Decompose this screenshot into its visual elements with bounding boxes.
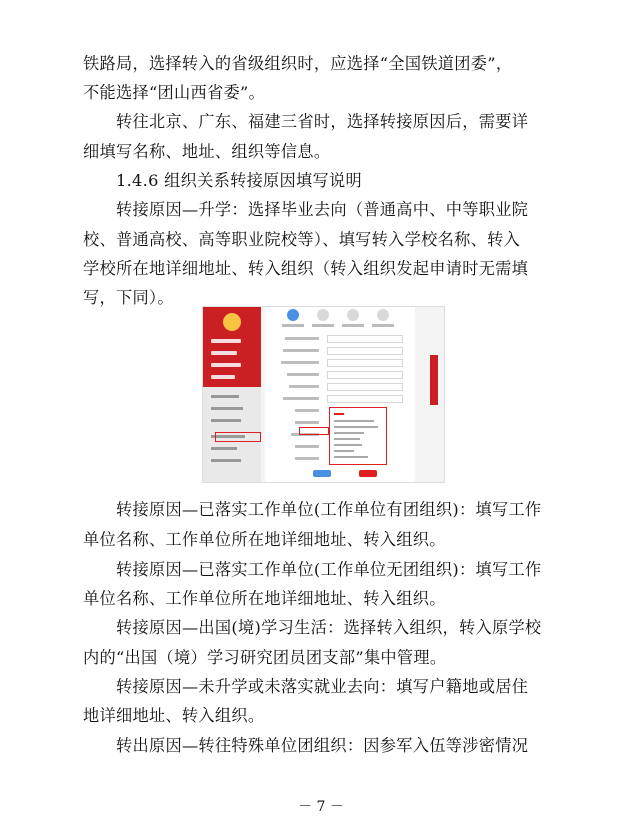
sidebar-nav-item bbox=[211, 351, 237, 355]
text-line: 学校所在地详细地址、转入组织（转入组织发起申请时无需填 bbox=[83, 259, 529, 278]
step-indicator bbox=[317, 309, 329, 321]
form-field bbox=[327, 383, 403, 391]
page-number: － 7 － bbox=[298, 799, 344, 815]
text-line: 细填写名称、地址、组织等信息。 bbox=[83, 142, 331, 161]
text-line: 转接原因—升学：选择毕业去向（普通高中、中等职业院 bbox=[116, 200, 529, 219]
text-line: 铁路局，选择转入的省级组织时，应选择“全国铁道团委”， bbox=[83, 54, 513, 73]
screenshot-button bbox=[313, 470, 331, 477]
text-line: 转接原因—已落实工作单位(工作单位无团组织)：填写工作 bbox=[116, 560, 542, 579]
submenu-item bbox=[211, 407, 243, 410]
form-label bbox=[281, 361, 319, 364]
sidebar-nav-item bbox=[211, 375, 235, 379]
form-label bbox=[285, 337, 319, 340]
screenshot-button bbox=[359, 470, 377, 477]
dropdown-option bbox=[334, 432, 364, 434]
form-field bbox=[327, 395, 403, 403]
step-indicator bbox=[347, 309, 359, 321]
text-line: 地详细地址、转入组织。 bbox=[83, 706, 265, 725]
text-line: 写，下同）。 bbox=[83, 288, 174, 307]
step-label bbox=[372, 324, 394, 327]
form-label bbox=[295, 421, 319, 424]
submenu-item bbox=[211, 447, 237, 450]
highlight-box bbox=[215, 432, 261, 442]
step-indicator bbox=[377, 309, 389, 321]
form-field bbox=[327, 335, 403, 343]
form-label bbox=[283, 397, 319, 400]
text-line: 内的“出国（境）学习研究团员团支部”集中管理。 bbox=[83, 648, 447, 667]
form-label bbox=[283, 349, 319, 352]
screenshot-dropdown bbox=[329, 407, 387, 465]
dropdown-option bbox=[334, 426, 378, 428]
form-label bbox=[295, 445, 319, 448]
embedded-screenshot bbox=[202, 306, 445, 483]
sidebar-nav-item bbox=[211, 363, 241, 367]
dropdown-option bbox=[334, 456, 368, 458]
dropdown-option bbox=[334, 438, 360, 440]
form-label bbox=[295, 409, 319, 412]
step-label bbox=[342, 324, 364, 327]
step-label bbox=[312, 324, 334, 327]
emblem-icon bbox=[223, 313, 241, 331]
form-label bbox=[287, 373, 319, 376]
submenu-item bbox=[211, 395, 239, 398]
submenu-item bbox=[211, 459, 241, 462]
dropdown-option bbox=[334, 420, 374, 422]
dropdown-option bbox=[334, 450, 354, 452]
screenshot-side-tag bbox=[430, 355, 438, 405]
sidebar-nav-item bbox=[211, 339, 241, 343]
text-line: 不能选择“团山西省委”。 bbox=[83, 83, 266, 102]
form-field bbox=[327, 359, 403, 367]
step-indicator bbox=[287, 309, 299, 321]
text-line: 转接原因—出国(境)学习生活：选择转入组织，转入原学校 bbox=[116, 618, 542, 637]
submenu-item bbox=[211, 419, 241, 422]
text-line: 转往北京、广东、福建三省时，选择转接原因后，需要详 bbox=[116, 112, 529, 131]
dropdown-option bbox=[334, 413, 344, 415]
text-line: 转接原因—已落实工作单位(工作单位有团组织)：填写工作 bbox=[116, 500, 542, 519]
dropdown-option bbox=[334, 444, 362, 446]
text-line: 单位名称、工作单位所在地详细地址、转入组织。 bbox=[83, 530, 446, 549]
form-field bbox=[327, 371, 403, 379]
form-label bbox=[289, 385, 319, 388]
text-line: 校、普通高校、高等职业院校等）、填写转入学校名称、转入 bbox=[83, 230, 521, 249]
text-line: 转接原因—未升学或未落实就业去向：填写户籍地或居住 bbox=[116, 677, 529, 696]
highlight-box bbox=[299, 427, 329, 435]
form-label bbox=[295, 457, 319, 460]
section-heading: 1.4.6 组织关系转接原因填写说明 bbox=[116, 171, 362, 190]
text-line: 单位名称、工作单位所在地详细地址、转入组织。 bbox=[83, 589, 446, 608]
text-line: 转出原因—转往特殊单位团组织：因参军入伍等涉密情况 bbox=[116, 736, 529, 755]
step-label bbox=[282, 324, 304, 327]
form-field bbox=[327, 347, 403, 355]
